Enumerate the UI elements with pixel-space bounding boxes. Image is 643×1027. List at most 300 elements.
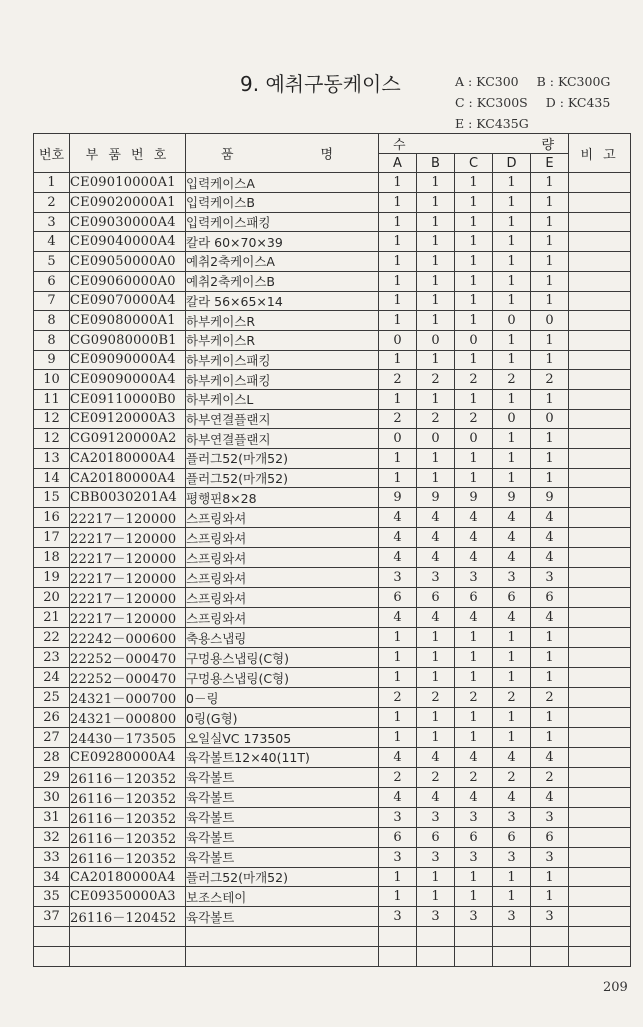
part-name: 스프링와셔	[186, 508, 379, 528]
qty-a: 4	[379, 528, 417, 548]
qty-b: 4	[417, 608, 455, 628]
part-name: 평행핀8×28	[186, 488, 379, 508]
header-remarks: 비 고	[569, 134, 631, 173]
qty-b: 1	[417, 468, 455, 488]
empty-cell	[455, 927, 493, 947]
part-number: CE09020000A1	[70, 193, 186, 213]
header-part-number: 부 품 번 호	[70, 134, 186, 173]
qty-e: 4	[531, 528, 569, 548]
table-row	[34, 628, 631, 648]
qty-a: 2	[379, 370, 417, 390]
qty-e: 1	[531, 648, 569, 668]
part-name: 축용스냅링	[186, 628, 379, 648]
table-row	[34, 748, 631, 768]
row-number: 16	[34, 508, 70, 528]
row-number: 28	[34, 748, 70, 768]
part-name: 보조스테이	[186, 887, 379, 907]
table-row	[34, 449, 631, 469]
part-number: CE09120000A3	[70, 409, 186, 429]
empty-cell	[455, 946, 493, 966]
row-number: 1	[34, 173, 70, 193]
part-number: 26116－120352	[70, 767, 186, 787]
qty-c: 1	[455, 193, 493, 213]
empty-cell	[379, 927, 417, 947]
row-number: 17	[34, 528, 70, 548]
qty-c: 1	[455, 468, 493, 488]
part-number: CE09090000A4	[70, 350, 186, 370]
qty-a: 1	[379, 887, 417, 907]
qty-c: 1	[455, 350, 493, 370]
qty-e: 1	[531, 291, 569, 311]
qty-d: 0	[493, 409, 531, 429]
part-name: 육각볼트	[186, 907, 379, 927]
table-row	[34, 350, 631, 370]
part-name: 플러그52(마개52)	[186, 449, 379, 469]
qty-c: 6	[455, 827, 493, 847]
row-number: 13	[34, 449, 70, 469]
remarks-cell	[569, 708, 631, 728]
empty-cell	[569, 946, 631, 966]
table-row	[34, 548, 631, 568]
qty-e: 9	[531, 488, 569, 508]
part-number: CA20180000A4	[70, 468, 186, 488]
qty-b: 1	[417, 193, 455, 213]
empty-row	[34, 946, 631, 966]
qty-b: 1	[417, 728, 455, 748]
table-row	[34, 588, 631, 608]
part-name: 플러그52(마개52)	[186, 468, 379, 488]
qty-c: 4	[455, 548, 493, 568]
qty-c: 1	[455, 291, 493, 311]
row-number: 19	[34, 568, 70, 588]
part-name: 스프링와셔	[186, 528, 379, 548]
qty-c: 0	[455, 429, 493, 449]
empty-cell	[379, 946, 417, 966]
qty-e: 1	[531, 887, 569, 907]
qty-e: 1	[531, 728, 569, 748]
qty-e: 1	[531, 867, 569, 887]
qty-d: 1	[493, 271, 531, 291]
qty-b: 2	[417, 688, 455, 708]
qty-a: 1	[379, 449, 417, 469]
qty-c: 1	[455, 449, 493, 469]
qty-e: 2	[531, 370, 569, 390]
header-number: 번호	[34, 134, 70, 173]
qty-c: 1	[455, 728, 493, 748]
part-name: 입력케이스패킹	[186, 212, 379, 232]
remarks-cell	[569, 468, 631, 488]
remarks-cell	[569, 688, 631, 708]
qty-c: 4	[455, 787, 493, 807]
row-number: 14	[34, 468, 70, 488]
part-number: 22252－000470	[70, 648, 186, 668]
qty-e: 3	[531, 807, 569, 827]
table-row	[34, 728, 631, 748]
qty-d: 1	[493, 449, 531, 469]
qty-d: 9	[493, 488, 531, 508]
empty-cell	[70, 927, 186, 947]
header-quantity-1: 수	[393, 138, 406, 153]
qty-b: 4	[417, 787, 455, 807]
header-quantity	[379, 134, 569, 154]
qty-c: 1	[455, 668, 493, 688]
part-number: CG09080000B1	[70, 330, 186, 350]
qty-a: 1	[379, 728, 417, 748]
qty-e: 3	[531, 847, 569, 867]
qty-d: 1	[493, 628, 531, 648]
header-model-d: D	[493, 153, 531, 173]
qty-b: 1	[417, 291, 455, 311]
table-row	[34, 173, 631, 193]
part-name: 스프링와셔	[186, 588, 379, 608]
qty-c: 3	[455, 568, 493, 588]
table-row	[34, 193, 631, 213]
legend-e: E : KC435G	[455, 116, 529, 131]
part-number: CBB0030201A4	[70, 488, 186, 508]
empty-cell	[493, 946, 531, 966]
qty-c: 1	[455, 271, 493, 291]
remarks-cell	[569, 767, 631, 787]
empty-cell	[493, 927, 531, 947]
part-name: 육각볼트	[186, 787, 379, 807]
part-number: 22242－000600	[70, 628, 186, 648]
qty-c: 1	[455, 708, 493, 728]
qty-c: 4	[455, 748, 493, 768]
qty-e: 1	[531, 708, 569, 728]
row-number: 22	[34, 628, 70, 648]
qty-e: 4	[531, 787, 569, 807]
qty-d: 1	[493, 193, 531, 213]
qty-a: 1	[379, 291, 417, 311]
qty-c: 1	[455, 389, 493, 409]
qty-a: 1	[379, 867, 417, 887]
part-name: 0－링	[186, 688, 379, 708]
qty-a: 3	[379, 847, 417, 867]
header-model-a: A	[379, 153, 417, 173]
part-number: CE09030000A4	[70, 212, 186, 232]
qty-b: 1	[417, 628, 455, 648]
qty-e: 1	[531, 212, 569, 232]
qty-d: 4	[493, 528, 531, 548]
row-number: 9	[34, 350, 70, 370]
qty-a: 1	[379, 389, 417, 409]
part-name: 구멍용스냅링(C형)	[186, 668, 379, 688]
part-name: 하부연결플랜지	[186, 429, 379, 449]
table-row	[34, 688, 631, 708]
qty-d: 1	[493, 468, 531, 488]
qty-c: 1	[455, 628, 493, 648]
qty-b: 0	[417, 429, 455, 449]
qty-c: 3	[455, 847, 493, 867]
part-name: 플러그52(마개52)	[186, 867, 379, 887]
qty-b: 3	[417, 568, 455, 588]
empty-cell	[417, 946, 455, 966]
qty-d: 3	[493, 847, 531, 867]
part-name: 입력케이스B	[186, 193, 379, 213]
part-number: CE09110000B0	[70, 389, 186, 409]
qty-a: 1	[379, 271, 417, 291]
qty-e: 1	[531, 330, 569, 350]
part-number: 26116－120352	[70, 847, 186, 867]
qty-b: 1	[417, 887, 455, 907]
table-row	[34, 389, 631, 409]
qty-e: 1	[531, 350, 569, 370]
qty-b: 1	[417, 212, 455, 232]
remarks-cell	[569, 350, 631, 370]
row-number: 27	[34, 728, 70, 748]
remarks-cell	[569, 568, 631, 588]
part-number: 22217－120000	[70, 508, 186, 528]
row-number: 20	[34, 588, 70, 608]
qty-d: 4	[493, 787, 531, 807]
qty-b: 2	[417, 370, 455, 390]
row-number: 15	[34, 488, 70, 508]
row-number: 7	[34, 291, 70, 311]
qty-a: 6	[379, 827, 417, 847]
row-number: 25	[34, 688, 70, 708]
row-number: 4	[34, 232, 70, 252]
part-name: 입력케이스A	[186, 173, 379, 193]
header-quantity-2: 량	[541, 138, 555, 153]
remarks-cell	[569, 887, 631, 907]
empty-cell	[34, 927, 70, 947]
qty-d: 1	[493, 728, 531, 748]
part-name: 칼라 60×70×39	[186, 232, 379, 252]
qty-d: 1	[493, 291, 531, 311]
header-part-name	[186, 134, 379, 173]
qty-e: 1	[531, 232, 569, 252]
row-number: 5	[34, 252, 70, 272]
row-number: 6	[34, 271, 70, 291]
qty-e: 0	[531, 311, 569, 331]
part-number: 22217－120000	[70, 588, 186, 608]
table-row	[34, 370, 631, 390]
qty-e: 1	[531, 628, 569, 648]
part-number: CE09060000A0	[70, 271, 186, 291]
qty-a: 6	[379, 588, 417, 608]
row-number: 2	[34, 193, 70, 213]
qty-a: 1	[379, 648, 417, 668]
remarks-cell	[569, 271, 631, 291]
part-name: 오일실VC 173505	[186, 728, 379, 748]
remarks-cell	[569, 728, 631, 748]
qty-a: 4	[379, 748, 417, 768]
qty-b: 1	[417, 350, 455, 370]
part-name: 육각볼트	[186, 767, 379, 787]
qty-b: 1	[417, 271, 455, 291]
row-number: 33	[34, 847, 70, 867]
qty-b: 3	[417, 847, 455, 867]
qty-d: 1	[493, 668, 531, 688]
part-name: 하부케이스패킹	[186, 370, 379, 390]
qty-c: 0	[455, 330, 493, 350]
qty-d: 1	[493, 212, 531, 232]
qty-e: 1	[531, 271, 569, 291]
part-name: 육각볼트	[186, 847, 379, 867]
qty-a: 1	[379, 350, 417, 370]
qty-d: 4	[493, 748, 531, 768]
table-row	[34, 648, 631, 668]
qty-d: 2	[493, 370, 531, 390]
row-number: 12	[34, 409, 70, 429]
remarks-cell	[569, 370, 631, 390]
part-number: 26116－120352	[70, 807, 186, 827]
remarks-cell	[569, 548, 631, 568]
remarks-cell	[569, 232, 631, 252]
qty-d: 6	[493, 588, 531, 608]
qty-b: 4	[417, 528, 455, 548]
remarks-cell	[569, 193, 631, 213]
table-row	[34, 311, 631, 331]
qty-c: 9	[455, 488, 493, 508]
remarks-cell	[569, 330, 631, 350]
page-number: 209	[603, 980, 628, 995]
qty-e: 6	[531, 588, 569, 608]
qty-d: 3	[493, 568, 531, 588]
qty-e: 4	[531, 748, 569, 768]
remarks-cell	[569, 252, 631, 272]
part-name: 칼라 56×65×14	[186, 291, 379, 311]
remarks-cell	[569, 449, 631, 469]
table-row	[34, 330, 631, 350]
header-model-b: B	[417, 153, 455, 173]
table-row	[34, 252, 631, 272]
empty-cell	[34, 946, 70, 966]
remarks-cell	[569, 807, 631, 827]
table-row	[34, 429, 631, 449]
qty-d: 1	[493, 173, 531, 193]
qty-c: 2	[455, 370, 493, 390]
qty-a: 2	[379, 767, 417, 787]
qty-e: 3	[531, 907, 569, 927]
empty-cell	[70, 946, 186, 966]
qty-c: 1	[455, 311, 493, 331]
remarks-cell	[569, 409, 631, 429]
qty-d: 4	[493, 548, 531, 568]
part-number: CA20180000A4	[70, 449, 186, 469]
table-row	[34, 767, 631, 787]
qty-e: 1	[531, 173, 569, 193]
empty-cell	[531, 927, 569, 947]
header-model-c: C	[455, 153, 493, 173]
qty-d: 1	[493, 429, 531, 449]
qty-d: 1	[493, 330, 531, 350]
qty-c: 1	[455, 252, 493, 272]
qty-d: 1	[493, 232, 531, 252]
qty-d: 2	[493, 767, 531, 787]
qty-d: 4	[493, 608, 531, 628]
legend-d: D : KC435	[545, 95, 611, 110]
part-name: 하부케이스L	[186, 389, 379, 409]
qty-d: 1	[493, 350, 531, 370]
part-number: CE09070000A4	[70, 291, 186, 311]
qty-a: 4	[379, 548, 417, 568]
qty-b: 4	[417, 548, 455, 568]
qty-a: 9	[379, 488, 417, 508]
table-row	[34, 608, 631, 628]
part-name: 육각볼트	[186, 827, 379, 847]
qty-d: 2	[493, 688, 531, 708]
remarks-cell	[569, 668, 631, 688]
qty-b: 0	[417, 330, 455, 350]
qty-b: 1	[417, 252, 455, 272]
qty-a: 1	[379, 628, 417, 648]
qty-b: 1	[417, 232, 455, 252]
table-row	[34, 568, 631, 588]
table-row	[34, 212, 631, 232]
empty-cell	[186, 927, 379, 947]
qty-d: 1	[493, 887, 531, 907]
qty-c: 2	[455, 409, 493, 429]
qty-d: 4	[493, 508, 531, 528]
qty-b: 9	[417, 488, 455, 508]
qty-e: 1	[531, 429, 569, 449]
qty-b: 1	[417, 311, 455, 331]
row-number: 12	[34, 429, 70, 449]
qty-a: 4	[379, 787, 417, 807]
row-number: 29	[34, 767, 70, 787]
qty-b: 1	[417, 173, 455, 193]
part-number: 26116－120352	[70, 787, 186, 807]
part-number: CE09040000A4	[70, 232, 186, 252]
row-number: 30	[34, 787, 70, 807]
remarks-cell	[569, 748, 631, 768]
remarks-cell	[569, 588, 631, 608]
qty-d: 1	[493, 389, 531, 409]
table-row	[34, 409, 631, 429]
table-row	[34, 668, 631, 688]
row-number: 23	[34, 648, 70, 668]
qty-a: 1	[379, 252, 417, 272]
part-number: 22217－120000	[70, 528, 186, 548]
empty-cell	[417, 927, 455, 947]
qty-c: 3	[455, 807, 493, 827]
part-number: CE09350000A3	[70, 887, 186, 907]
row-number: 31	[34, 807, 70, 827]
qty-c: 1	[455, 887, 493, 907]
row-number: 10	[34, 370, 70, 390]
qty-a: 4	[379, 608, 417, 628]
remarks-cell	[569, 212, 631, 232]
part-name: 스프링와셔	[186, 548, 379, 568]
qty-c: 1	[455, 212, 493, 232]
qty-b: 6	[417, 827, 455, 847]
part-name: 0링(G형)	[186, 708, 379, 728]
qty-e: 1	[531, 468, 569, 488]
qty-b: 1	[417, 389, 455, 409]
part-number: 26116－120452	[70, 907, 186, 927]
table-row	[34, 887, 631, 907]
row-number: 3	[34, 212, 70, 232]
qty-c: 2	[455, 688, 493, 708]
qty-a: 0	[379, 429, 417, 449]
row-number: 35	[34, 887, 70, 907]
parts-table	[33, 133, 631, 967]
remarks-cell	[569, 847, 631, 867]
model-legend	[455, 71, 610, 134]
qty-d: 1	[493, 648, 531, 668]
qty-a: 1	[379, 232, 417, 252]
qty-c: 4	[455, 508, 493, 528]
qty-c: 6	[455, 588, 493, 608]
part-name: 하부케이스패킹	[186, 350, 379, 370]
qty-a: 1	[379, 468, 417, 488]
part-number: CG09120000A2	[70, 429, 186, 449]
page-title: 9. 예취구동케이스	[240, 72, 401, 96]
qty-b: 1	[417, 708, 455, 728]
header-part-name-1: 품	[221, 147, 234, 163]
qty-a: 1	[379, 193, 417, 213]
